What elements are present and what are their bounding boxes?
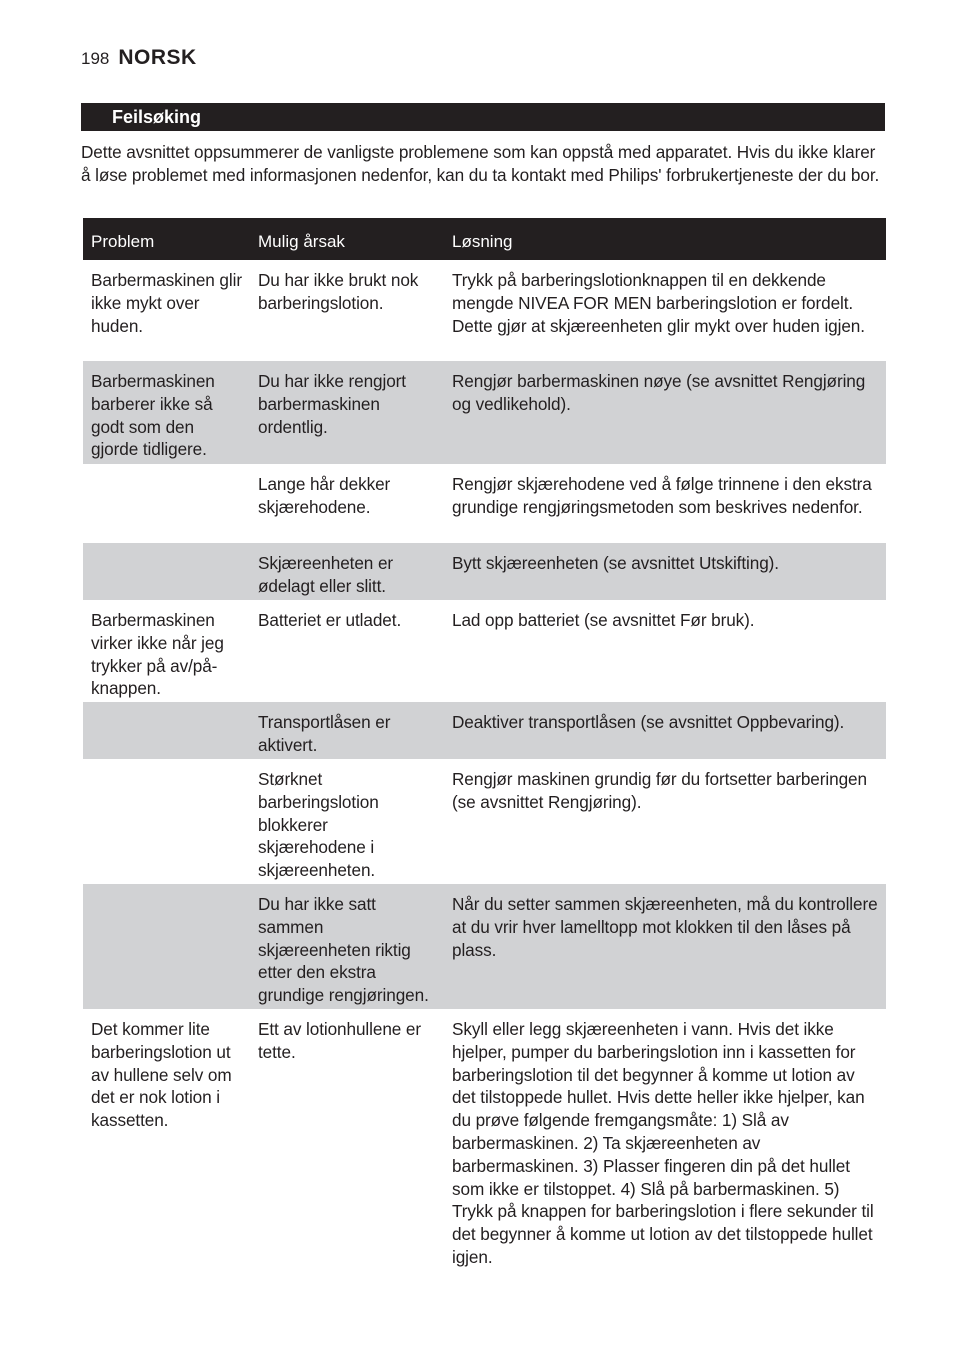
cell-cause: Batteriet er utladet. [258,610,402,630]
cell-cause: Du har ikke brukt nok barberingslotion. [258,270,419,313]
troubleshooting-table [83,218,886,1271]
column-header-cause: Mulig årsak [258,232,345,251]
page-header [81,46,197,74]
cell-solution: Deaktiver transportlåsen (se avsnittet Oppbevaring). [452,712,845,732]
cell-problem [83,464,250,543]
page-number: 198 [81,49,110,68]
cell-solution: Bytt skjæreenheten (se avsnittet Utskifting). [452,553,779,573]
cell-cause: Lange hår dekker skjærehodene. [258,474,391,517]
cell-problem: Barbermaskinen virker ikke når jeg trykker på av/på-knappen. [91,610,224,699]
table-row [83,464,886,543]
cell-solution: Skyll eller legg skjæreenheten i vann. Hvis det ikke hjelper, pumper du barberingslotion inn i kassetten for barberingslotion til det begynner å komme ut lotion av det tilstoppede hullet. Hvis dette heller ikke hjelper, kan du prøve følgende fremgangsmåte: 1) Slå av barbermaskinen. 2) Ta skjæreenheten av barbermaskinen. 3) Plasser fingeren din på det hullet som ikke er tilstoppet. 4) Slå på barbermaskinen. 5) Trykk på knappen for barberingslotion i flere sekunder til det begynner å komme ut lotion av det tilstoppede hullet igjen. [452,1019,874,1267]
cell-solution: Rengjør barbermaskinen nøye (se avsnittet Rengjøring og vedlikehold). [452,371,866,414]
table-row [83,884,886,1009]
cell-problem: Barbermaskinen barberer ikke så godt som den gjorde tidligere. [91,371,215,460]
cell-solution: Lad opp batteriet (se avsnittet Før bruk). [452,610,755,630]
cell-solution: Når du setter sammen skjæreenheten, må du kontrollere at du vrir hver lamelltopp mot klokken til den låses på plass. [452,894,878,960]
table-row [83,260,886,361]
table-row [83,759,886,884]
cell-problem: Barbermaskinen glir ikke mykt over huden. [91,270,242,336]
cell-problem [83,884,250,1009]
column-header-solution: Løsning [452,232,513,251]
cell-problem: Det kommer lite barberingslotion ut av hullene selv om det er nok lotion i kassetten. [91,1019,232,1131]
cell-problem [83,702,250,759]
cell-cause: Du har ikke rengjort barbermaskinen ordentlig. [258,371,406,437]
cell-cause: Størknet barberingslotion blokkerer skjærehodene i skjæreenheten. [258,769,379,881]
cell-solution: Trykk på barberingslotionknappen til en dekkende mengde NIVEA FOR MEN barberingslotion er fordelt. Dette gjør at skjæreenheten glir mykt over huden igjen. [452,270,865,336]
table-row [83,702,886,759]
cell-cause: Du har ikke satt sammen skjæreenheten riktig etter den ekstra grundige rengjøringen. [258,894,429,1006]
column-header-problem: Problem [91,232,155,251]
page-language: NORSK [118,46,197,69]
table-row [83,543,886,600]
section-title: Feilsøking [81,103,885,131]
cell-cause: Transportlåsen er aktivert. [258,712,391,755]
table-row [83,361,886,464]
cell-cause: Skjæreenheten er ødelagt eller slitt. [258,553,394,596]
cell-solution: Rengjør skjærehodene ved å følge trinnene i den ekstra grundige rengjøringsmetoden som beskrives nedenfor. [452,474,872,517]
cell-solution: Rengjør maskinen grundig før du fortsetter barberingen (se avsnittet Rengjøring). [452,769,867,812]
table-row [83,1009,886,1271]
table-header [83,218,886,260]
cell-cause: Ett av lotionhullene er tette. [258,1019,421,1062]
cell-problem [83,759,250,884]
table-row [83,600,886,702]
section-intro: Dette avsnittet oppsummerer de vanligste problemene som kan oppstå med apparatet. Hvis du ikke klarer å løse problemet med informasjonen nedenfor, kan du ta kontakt med Philips' forbrukertjeneste der du bor. [81,142,880,185]
cell-problem [83,543,250,600]
